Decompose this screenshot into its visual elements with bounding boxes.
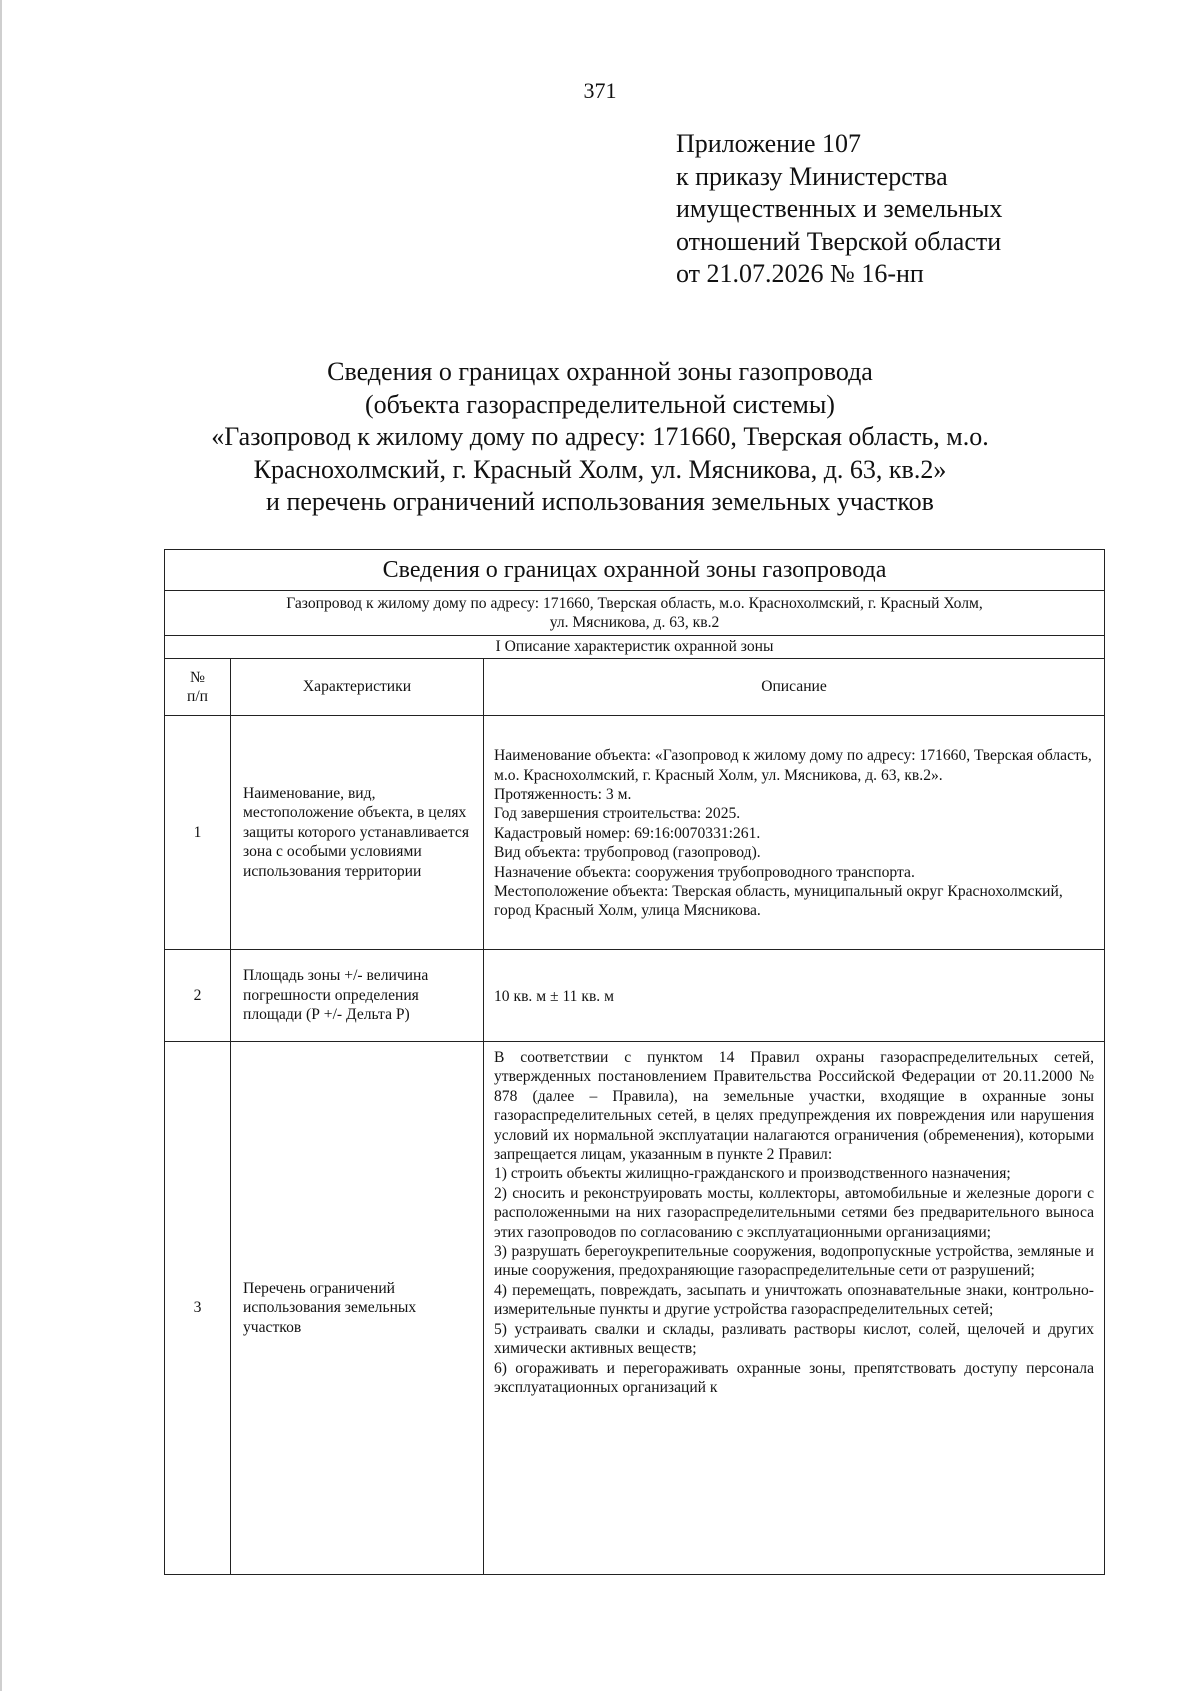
table-header-row xyxy=(165,659,1105,716)
table-section-row xyxy=(165,636,1105,659)
section-title: I Описание характеристик охранной зоны xyxy=(165,636,1105,659)
object-name-cell xyxy=(165,591,1105,636)
table-title-row xyxy=(165,550,1105,591)
object-name-line: ул. Мясникова, д. 63, кв.2 xyxy=(549,614,720,631)
row-number: 1 xyxy=(165,716,231,950)
table-row xyxy=(165,716,1105,950)
description-line: Наименование объекта: «Газопровод к жилому дому по адресу: 171660, Тверская область, м.о. Краснохолмский, г. Красный Холм, ул. Мясникова, д. 63, кв.2». xyxy=(494,747,1092,784)
header-num-symbol: № xyxy=(190,669,205,686)
appendix-block xyxy=(676,128,1002,291)
description-line: В соответствии с пунктом 14 Правил охраны газораспределительных сетей, утвержденных постановлением Правительства Российской Федерации от 20.11.2000 № 878 (далее – Правила), на земельные участки, входящие в охранные зоны газораспределительных сетей, в целях предупреждения их повреждения или нарушения условий их нормальной эксплуатации налагаются ограничения (обременения), которыми запрещается лицам, указанным в пункте 2 Правил: xyxy=(494,1049,1095,1164)
table-title: Сведения о границах охранной зоны газопровода xyxy=(165,550,1105,591)
description-line: 1) строить объекты жилищно-гражданского и производственного назначения; xyxy=(494,1165,1011,1183)
row-number: 2 xyxy=(165,950,231,1042)
row-number: 3 xyxy=(165,1042,231,1575)
row-characteristic: Площадь зоны +/- величина погрешности определения площади (Р +/- Дельта Р) xyxy=(231,950,484,1042)
description-line: Местоположение объекта: Тверская область, муниципальный округ Краснохолмский, город Красный Холм, улица Мясникова. xyxy=(494,883,1063,920)
description-line: Вид объекта: трубопровод (газопровод). xyxy=(494,844,761,862)
table-row xyxy=(165,950,1105,1042)
table-row xyxy=(165,1042,1105,1575)
description-line: 4) перемещать, повреждать, засыпать и уничтожать опознавательные знаки, контрольно-измерительные пункты и другие устройства газораспределительных сетей; xyxy=(494,1281,1095,1319)
appendix-line: к приказу Министерства xyxy=(676,161,948,191)
title-line: и перечень ограничений использования земельных участков xyxy=(266,487,934,516)
header-description: Описание xyxy=(484,659,1105,716)
row-description xyxy=(484,1042,1105,1575)
description-line: 10 кв. м ± 11 кв. м xyxy=(494,987,614,1005)
title-line: Краснохолмский, г. Красный Холм, ул. Мясникова, д. 63, кв.2» xyxy=(253,454,947,484)
description-line: Год завершения строительства: 2025. xyxy=(494,805,741,823)
row-description xyxy=(484,716,1105,950)
header-num-label: п/п xyxy=(186,688,209,705)
row-description xyxy=(484,950,1105,1042)
page-edge xyxy=(0,0,2,1691)
protection-zone-table xyxy=(164,549,1105,1575)
description-line: Протяженность: 3 м. xyxy=(494,785,632,803)
title-line: (объекта газораспределительной системы) xyxy=(365,389,835,419)
appendix-line: отношений Тверской области xyxy=(676,226,1002,256)
page-number: 371 xyxy=(583,78,617,103)
header-num xyxy=(165,659,231,716)
description-line: Кадастровый номер: 69:16:0070331:261. xyxy=(494,824,761,842)
title-line: Сведения о границах охранной зоны газопровода xyxy=(327,357,873,386)
description-line: 6) огораживать и перегораживать охранные зоны, препятствовать доступу персонала эксплуатационных организаций к xyxy=(494,1359,1095,1396)
appendix-line: Приложение 107 xyxy=(676,129,862,158)
description-line: 3) разрушать берегоукрепительные сооружения, водопропускные устройства, земляные и иные сооружения, предохраняющие газораспределительные сети от разрушений; xyxy=(494,1243,1095,1280)
appendix-line: от 21.07.2026 № 16-нп xyxy=(676,259,924,288)
description-line: 2) сносить и реконструировать мосты, коллекторы, автомобильные и железные дороги с расположенными на них газораспределительными сетями без предварительного выноса этих газопроводов по согласованию с эксплуатационными организациями; xyxy=(494,1184,1095,1241)
row-characteristic: Перечень ограничений использования земельных участков xyxy=(231,1042,484,1575)
description-line: Назначение объекта: сооружения трубопроводного транспорта. xyxy=(494,863,915,881)
description-line: 5) устраивать свалки и склады, разливать растворы кислот, солей, щелочей и других химически активных веществ; xyxy=(494,1320,1095,1358)
document-title xyxy=(0,356,1200,519)
header-characteristics: Характеристики xyxy=(231,659,484,716)
table-object-row xyxy=(165,591,1105,636)
appendix-line: имущественных и земельных xyxy=(676,194,1003,223)
object-name-line: Газопровод к жилому дому по адресу: 171660, Тверская область, м.о. Краснохолмский, г. Красный Холм, xyxy=(286,595,983,612)
title-line: «Газопровод к жилому дому по адресу: 171660, Тверская область, м.о. xyxy=(211,422,989,451)
row-characteristic: Наименование, вид, местоположение объекта, в целях защиты которого устанавливается зона с особыми условиями использования территории xyxy=(231,716,484,950)
